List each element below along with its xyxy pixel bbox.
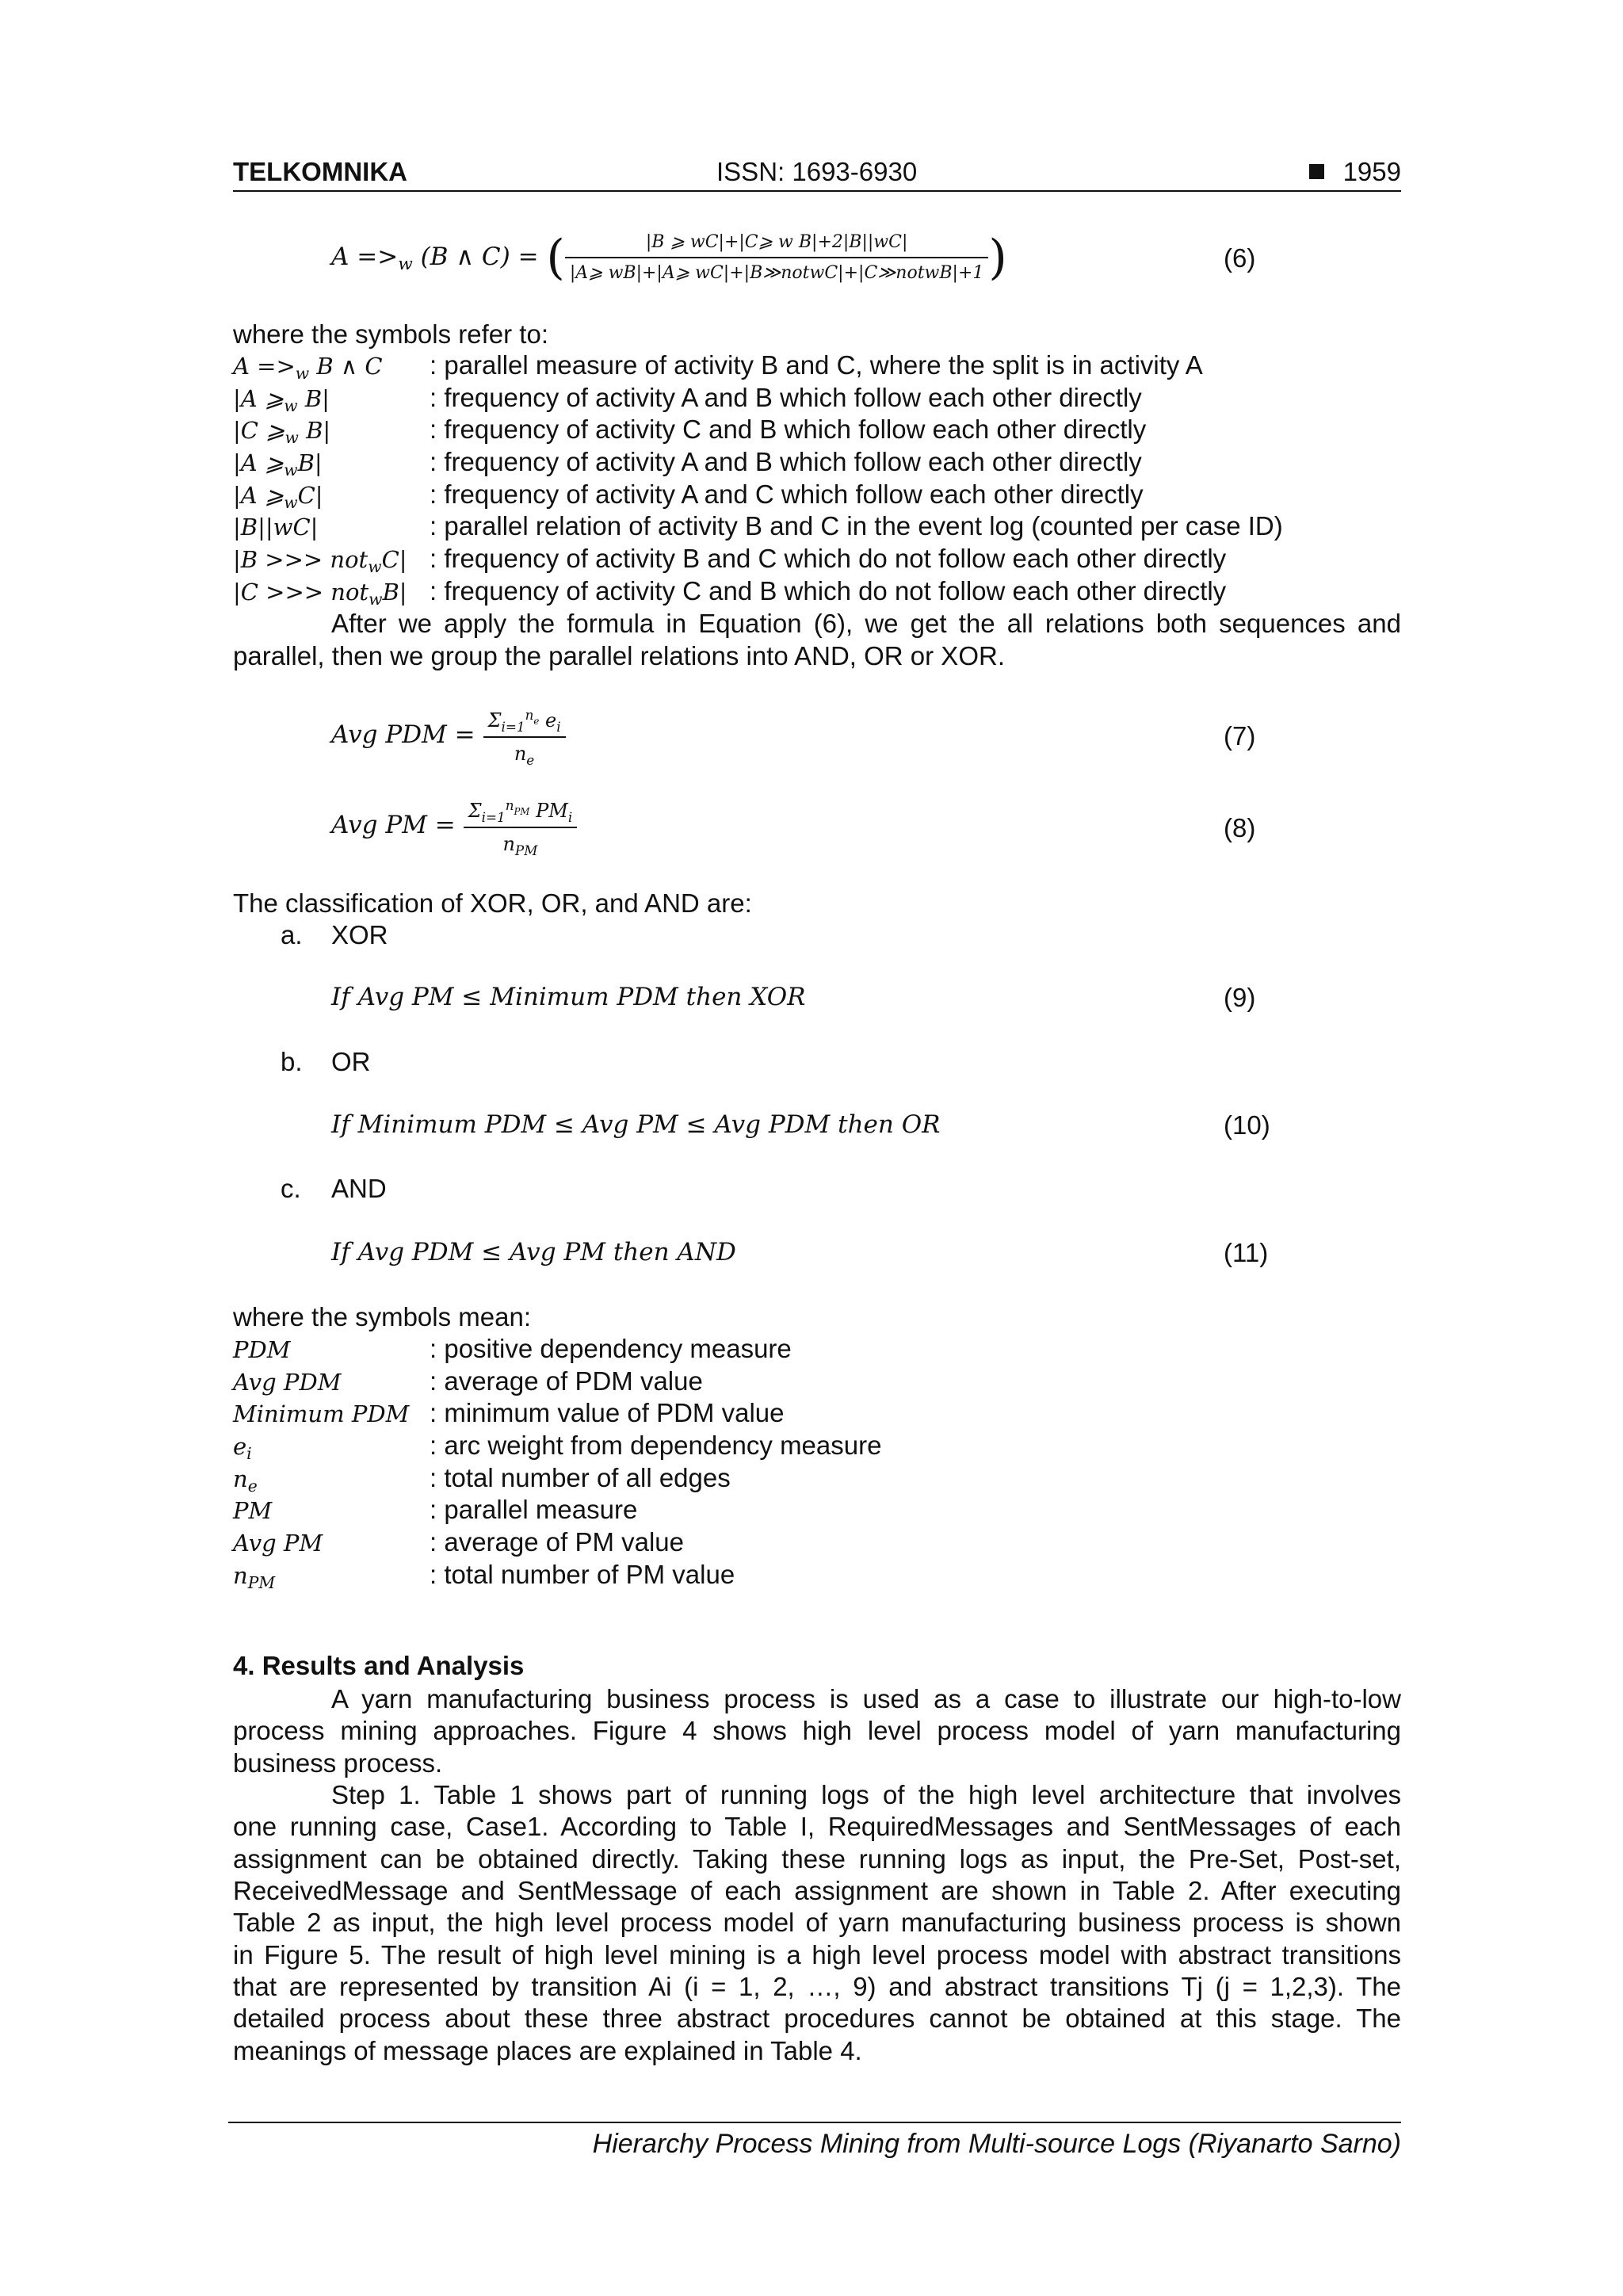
symbol: Minimum PDM	[233, 1400, 410, 1428]
eq6-numerator: |B ⩾ wC|+|C⩾ w B|+2|B||wC|	[565, 232, 989, 258]
paragraph-line: business process.	[233, 1748, 443, 1778]
journal-name: TELKOMNIKA	[233, 157, 407, 186]
formula-9: If Avg PM ≤ Minimum PDM then XOR	[331, 983, 806, 1011]
list-label: OR	[331, 1047, 371, 1076]
symbol: $n_{PM}$	[233, 1561, 276, 1592]
eq7-denominator: $n_e$	[514, 743, 535, 768]
symbol: PM	[233, 1497, 273, 1525]
definition-row	[233, 576, 1401, 609]
list-label: XOR	[331, 920, 388, 949]
symbol: $A =>_w$ B ∧ C	[233, 353, 383, 383]
equation-8	[331, 797, 577, 858]
definition-row	[233, 415, 1401, 447]
paragraph-line: Step 1. Table 1 shows part of running logs of the high level architecture that involves	[331, 1780, 1401, 1809]
eq6-fraction	[565, 232, 989, 283]
eq8-denominator: $n_{PM}$	[502, 833, 538, 858]
definition-text: : total number of all edges	[430, 1462, 731, 1492]
definition-text: : positive dependency measure	[430, 1334, 792, 1363]
definition-text: : minimum value of PDM value	[430, 1398, 785, 1428]
definition-text: : total number of PM value	[430, 1559, 735, 1589]
definition-row	[233, 350, 1401, 383]
page-number: 1959	[1342, 157, 1401, 186]
definition-text: : average of PM value	[430, 1527, 685, 1557]
definition-row	[233, 1527, 1401, 1560]
definition-row	[233, 1366, 1401, 1399]
eq11-number: (11)	[1224, 1238, 1269, 1267]
list-letter: b.	[281, 1047, 303, 1076]
paragraph-line: assignment can be obtained directly. Taking these running logs as input, the Pre-Set, Post-set,	[233, 1844, 1401, 1874]
list-letter: c.	[281, 1174, 301, 1203]
paragraph-line: parallel, then we group the parallel relations into AND, OR or XOR.	[233, 641, 1005, 670]
paragraph-line: A yarn manufacturing business process is used as a case to illustrate our high-to-low	[331, 1684, 1401, 1713]
definition-row	[233, 447, 1401, 479]
symbol: $n_e$	[233, 1465, 258, 1496]
definition-text: : parallel relation of activity B and C in the event log (counted per case ID)	[430, 511, 1283, 541]
definition-row	[233, 1398, 1401, 1431]
paragraph-line: meanings of message places are explained in Table 4.	[233, 2036, 862, 2065]
definition-row	[233, 479, 1401, 512]
definition-text: : frequency of activity A and B which follow each other directly	[430, 382, 1142, 412]
definition-row	[233, 1463, 1401, 1496]
eq8-lhs: Avg PM =	[331, 811, 456, 839]
meanings-intro: where the symbols mean:	[233, 1302, 532, 1331]
definition-text: : average of PDM value	[430, 1366, 703, 1396]
paragraph-line: that are represented by transition Ai (i = 1, 2, …, 9) and abstract transitions Tj (j = 1,2,3). The	[233, 1972, 1401, 2001]
eq6-number: (6)	[1224, 243, 1256, 273]
definition-row	[233, 544, 1401, 576]
classification-intro: The classification of XOR, OR, and AND are:	[233, 888, 752, 918]
symbol: |C >>> not$_w$B|	[233, 578, 407, 609]
equation-7	[331, 707, 566, 768]
paragraph-line: process mining approaches. Figure 4 shows high level process model of yarn manufacturing	[233, 1716, 1401, 1745]
formula-10: If Minimum PDM ≤ Avg PM ≤ Avg PDM then OR	[331, 1110, 941, 1139]
definition-text: : frequency of activity C and B which follow each other directly	[430, 415, 1147, 445]
symbol: |C $⩾_w$ B|	[233, 417, 331, 448]
symbol-definitions	[233, 350, 1401, 609]
definition-text: : frequency of activity A and C which follow each other directly	[430, 479, 1144, 509]
eq6-lhs: $A =>_w$ (B ∧ C) =	[331, 242, 539, 274]
symbols-intro: where the symbols refer to:	[233, 319, 548, 349]
paragraph-line: Table 2 as input, the high level process model of yarn manufacturing business process is shown	[233, 1908, 1401, 1937]
definition-text: : parallel measure	[430, 1495, 638, 1525]
list-label: AND	[331, 1174, 387, 1203]
definition-row	[233, 1560, 1401, 1592]
symbol: |B >>> not$_w$C|	[233, 546, 407, 577]
symbol: |A $⩾_wB|$	[233, 449, 323, 480]
symbol: PDM	[233, 1336, 291, 1363]
definition-row	[233, 383, 1401, 415]
eq6-close-paren: )	[988, 230, 1007, 285]
eq10-number: (10)	[1224, 1110, 1270, 1140]
running-footer: Hierarchy Process Mining from Multi-source Logs (Riyanarto Sarno)	[592, 2129, 1401, 2159]
running-header	[233, 155, 1401, 190]
eq7-fraction	[483, 707, 566, 768]
eq7-lhs: Avg PDM =	[331, 720, 475, 749]
eq7-number: (7)	[1224, 721, 1256, 751]
meaning-definitions	[233, 1334, 1401, 1592]
definition-row	[233, 1431, 1401, 1463]
section-heading: 4. Results and Analysis	[233, 1651, 525, 1680]
symbol: |B||wC|	[233, 514, 319, 541]
eq7-numerator: $\Sigma_{i=1}^{n_e}$ $e_i$	[483, 707, 566, 738]
square-bullet-icon	[1309, 164, 1324, 179]
paragraph-line: detailed process about these three abstract procedures cannot be obtained at this stage. The	[233, 2004, 1401, 2033]
formula-11: If Avg PDM ≤ Avg PM then AND	[331, 1238, 736, 1266]
page-number-block	[1309, 157, 1401, 187]
issn: ISSN: 1693-6930	[716, 157, 918, 186]
definition-text: : frequency of activity C and B which do not follow each other directly	[430, 575, 1227, 606]
definition-row	[233, 1334, 1401, 1366]
eq9-number: (9)	[1224, 983, 1256, 1012]
list-letter: a.	[281, 920, 303, 949]
definition-text: : arc weight from dependency measure	[430, 1431, 882, 1461]
footer-rule	[228, 2122, 1401, 2123]
definition-text: : frequency of activity B and C which do not follow each other directly	[430, 544, 1227, 574]
definition-text: : frequency of activity A and B which follow each other directly	[430, 447, 1142, 477]
paragraph-line: After we apply the formula in Equation (6), we get the all relations both sequences and	[331, 609, 1401, 638]
header-rule	[233, 190, 1401, 192]
symbol: Avg PDM	[233, 1368, 342, 1396]
definition-text: : parallel measure of activity B and C, where the split is in activity A	[430, 350, 1203, 380]
symbol: |A $⩾_w$ B|	[233, 384, 330, 415]
equation-6	[331, 230, 1007, 285]
paragraph-line: in Figure 5. The result of high level mining is a high level process model with abstract transitions	[233, 1940, 1401, 1969]
eq6-denominator: |A⩾ wB|+|A⩾ wC|+|B≫notwC|+|C≫notwB|+1	[569, 263, 984, 283]
definition-row	[233, 511, 1401, 544]
paragraph-line: ReceivedMessage and SentMessage of each assignment are shown in Table 2. After executing	[233, 1876, 1401, 1905]
paragraph-line: one running case, Case1. According to Table I, RequiredMessages and SentMessages of each	[233, 1812, 1401, 1841]
eq8-numerator: $\Sigma_{i=1}^{n_{PM}}$ $PM_i$	[464, 797, 578, 828]
definition-row	[233, 1495, 1401, 1527]
symbol: $e_i$	[233, 1433, 252, 1464]
eq8-number: (8)	[1224, 813, 1256, 842]
eq6-open-paren: (	[546, 230, 565, 285]
eq8-fraction	[464, 797, 578, 858]
symbol: |A $⩾_wC|$	[233, 481, 323, 512]
symbol: Avg PM	[233, 1530, 323, 1557]
